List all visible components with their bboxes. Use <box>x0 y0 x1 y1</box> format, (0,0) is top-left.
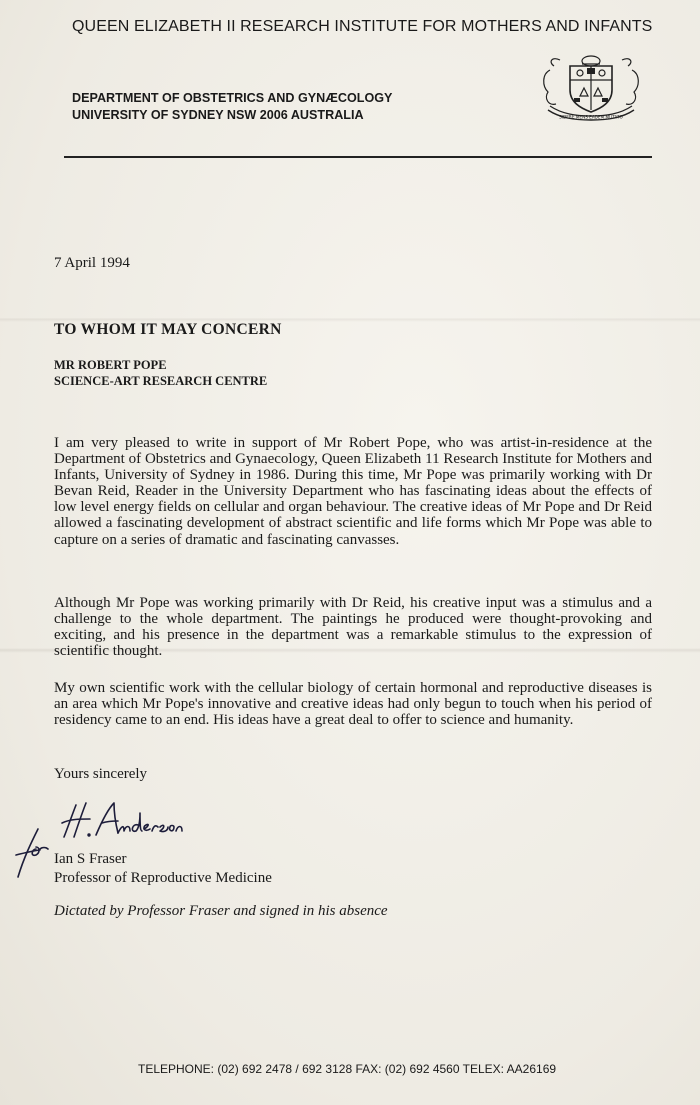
crest-motto: SIDERE MENS EADEM MUTATO <box>559 114 623 120</box>
letter-closing: Yours sincerely <box>54 766 148 782</box>
body-paragraph: Although Mr Pope was working primarily with Dr Reid, his creative input was a stimulus and a challenge to the whole department. The paintings he produced were thought-provoking and exciting, and his presence in the department was a remarkable stimulus to the expression of scientific thought. <box>54 595 652 660</box>
institute-name: QUEEN ELIZABETH II RESEARCH INSTITUTE FOR MOTHERS AND INFANTS <box>72 18 653 35</box>
footer-contact-details: TELEPHONE: (02) 692 2478 / 692 3128 FAX: (02) 692 4560 TELEX: AA26169 <box>138 1062 557 1076</box>
signer-title: Professor of Reproductive Medicine <box>54 870 272 886</box>
body-paragraph: I am very pleased to write in support of Mr Robert Pope, who was artist-in-residence at the Department of Obstetrics and Gynaecology, Queen Elizabeth 11 Research Institute for Mothers and Infants, University of Sydney in 1986. During this time, Mr Pope was primarily working with Dr Bevan Reid, Reader in the University Department who has fascinating ideas about the effects of low level energy fields on cellular and organ behaviour. The creative ideas of Mr Pope and Dr Reid allowed a fascinating development of abstract scientific and life forms which Mr Pope was able to capture on a series of dramatic and fascinating canvasses. <box>54 435 652 548</box>
university-crest-logo <box>540 52 642 124</box>
recipient-name: MR ROBERT POPE <box>54 358 167 372</box>
recipient-organization: SCIENCE-ART RESEARCH CENTRE <box>54 374 268 388</box>
dictation-note: Dictated by Professor Fraser and signed in his absence <box>54 903 388 919</box>
university-address: UNIVERSITY OF SYDNEY NSW 2006 AUSTRALIA <box>72 108 364 122</box>
body-paragraph: My own scientific work with the cellular biology of certain hormonal and reproductive diseases is an area which Mr Pope's innovative and creative ideas had only begun to touch when his period of residency came to an end. His ideas have a great deal to offer to science and humanity. <box>54 680 652 729</box>
letter-heading: TO WHOM IT MAY CONCERN <box>54 321 282 338</box>
handwritten-signature <box>56 797 186 841</box>
letterhead-divider <box>64 156 652 158</box>
signer-name: Ian S Fraser <box>54 851 127 867</box>
department-name: DEPARTMENT OF OBSTETRICS AND GYNÆCOLOGY <box>72 91 393 105</box>
per-procurationem-mark <box>10 825 50 880</box>
letter-date: 7 April 1994 <box>54 255 130 271</box>
